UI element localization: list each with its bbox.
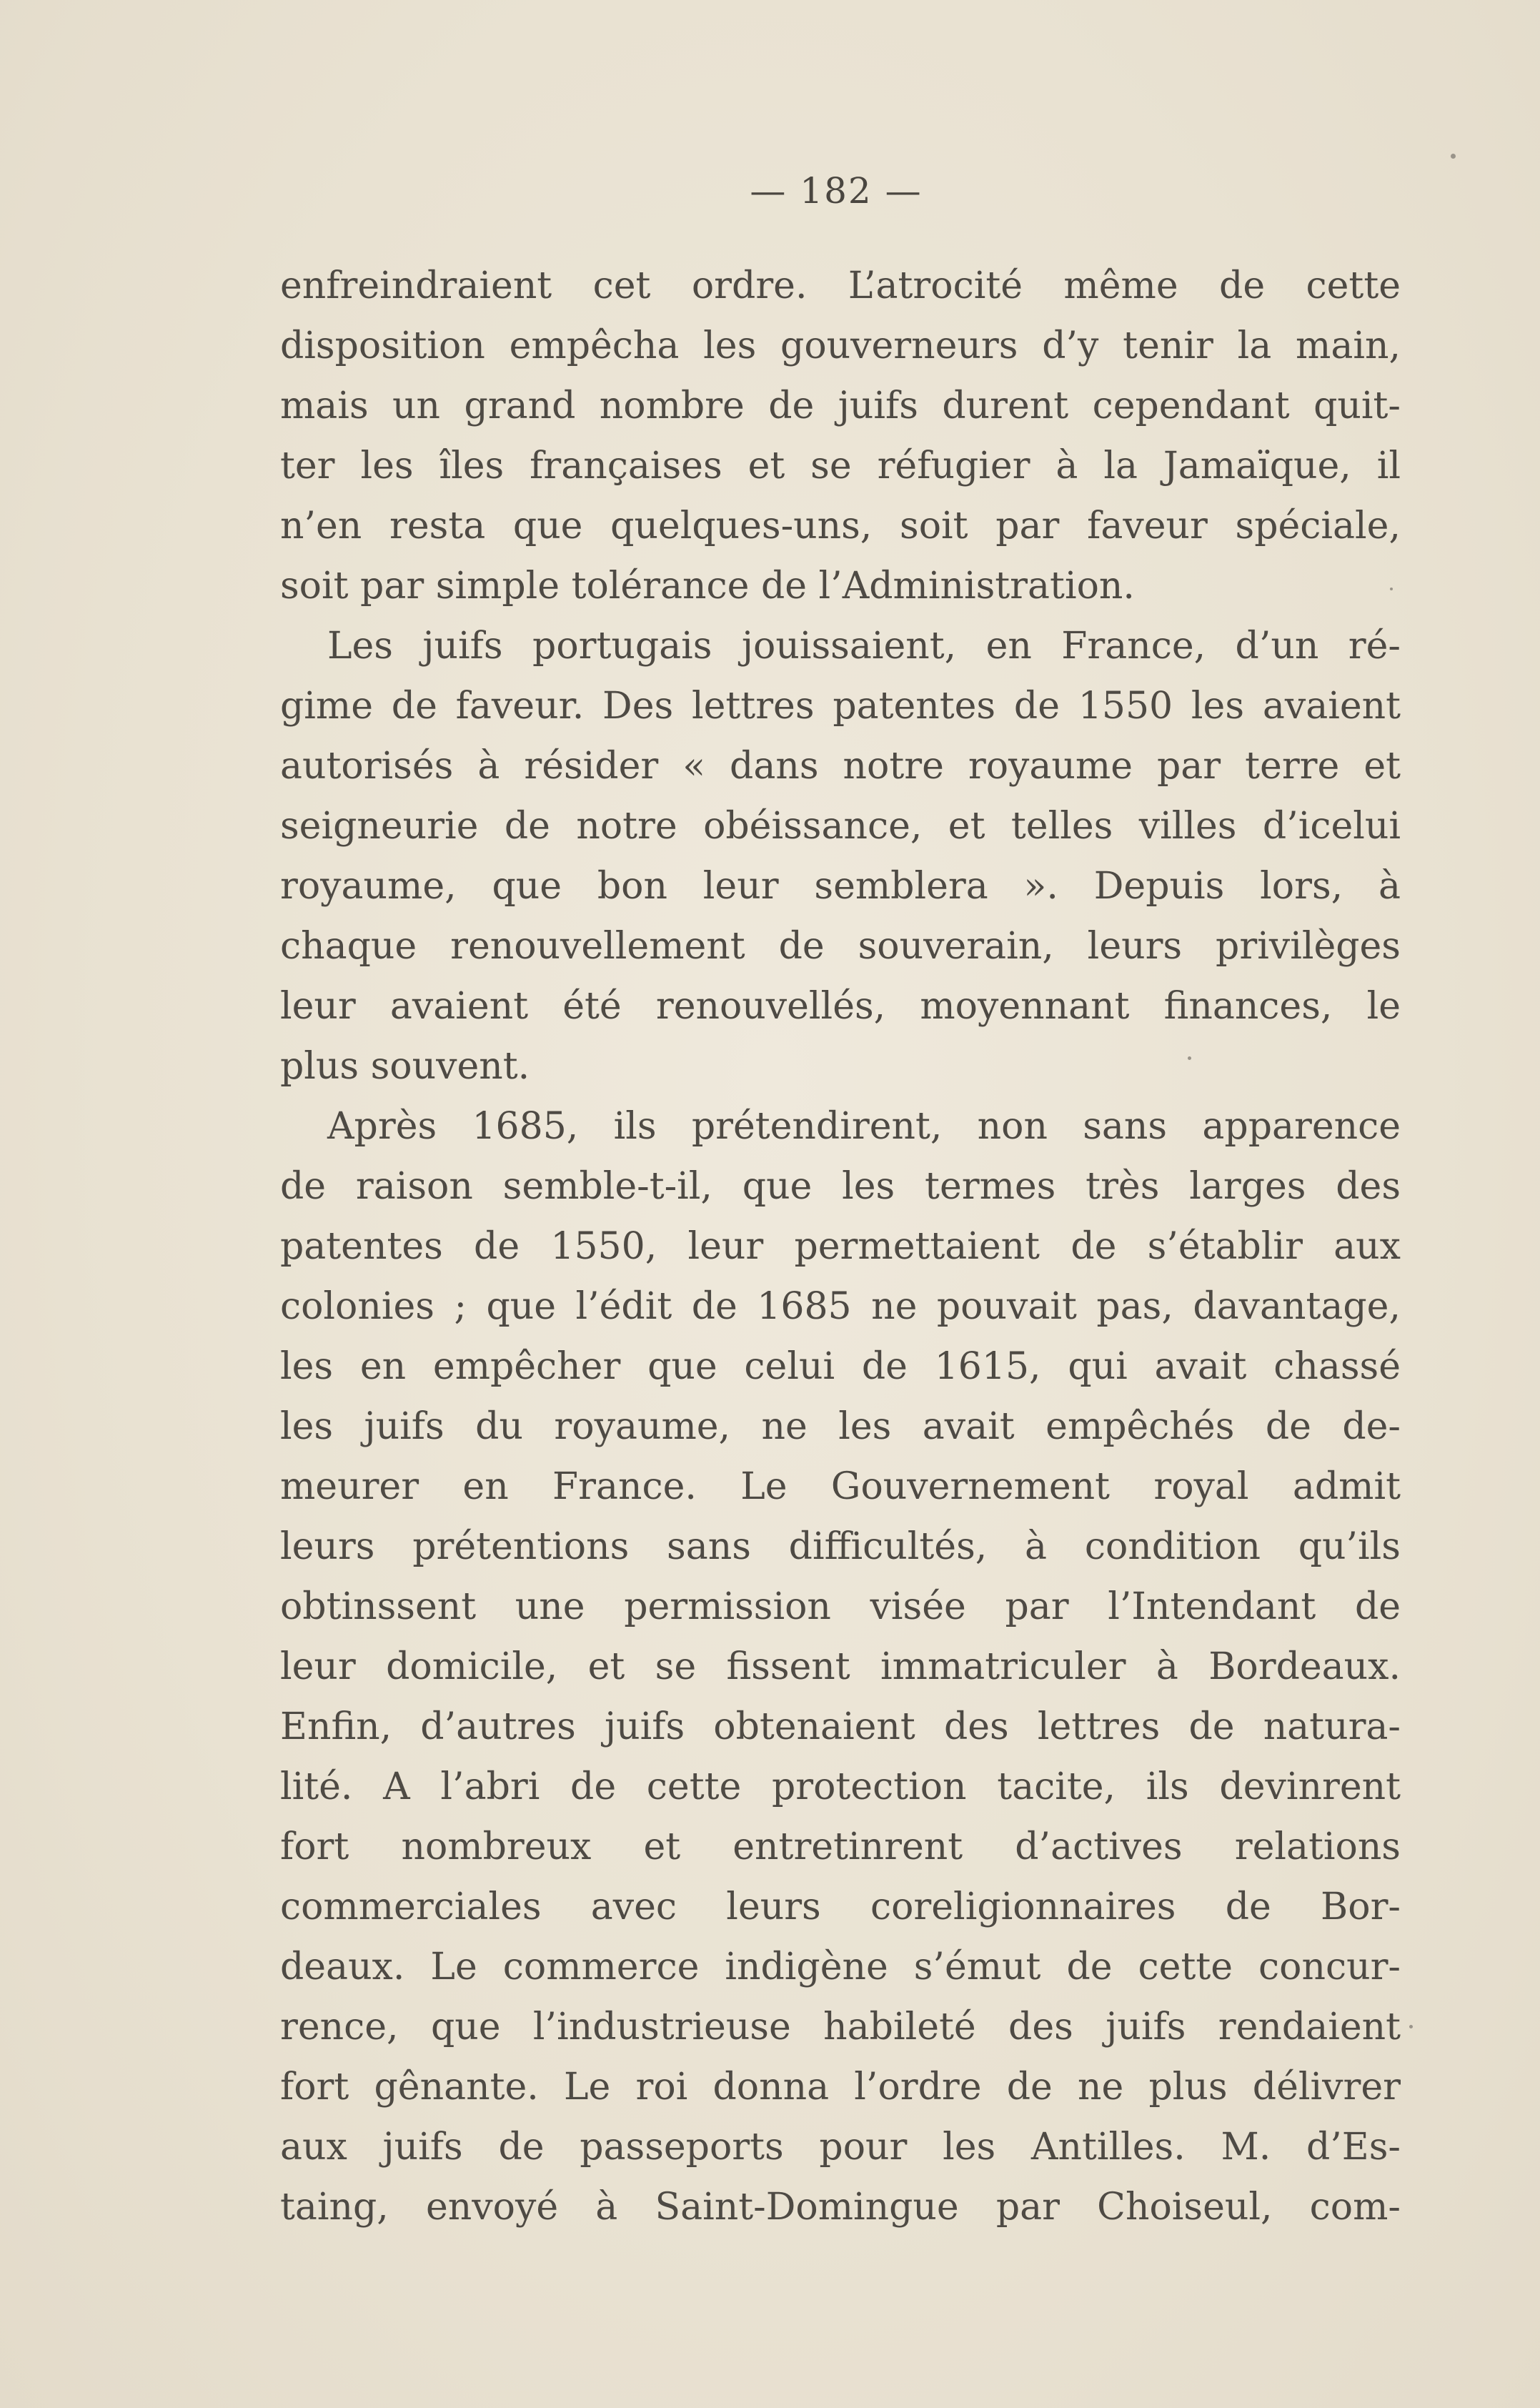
text-line: gime de faveur. Des lettres patentes de 1550 les avaient bbox=[280, 685, 1401, 728]
text-line: leurs prétentions sans difficultés, à condition qu’ils bbox=[280, 1525, 1401, 1568]
text-line: deaux. Le commerce indigène s’émut de cette concur- bbox=[280, 1946, 1401, 1988]
text-line: colonies ; que l’édit de 1685 ne pouvait pas, davantage, bbox=[280, 1285, 1401, 1328]
text-line: soit par simple tolérance de l’Administration. bbox=[280, 565, 1135, 608]
text-line: enfreindraient cet ordre. L’atrocité même de cette bbox=[280, 264, 1401, 307]
text-line: meurer en France. Le Gouvernement royal admit bbox=[280, 1465, 1401, 1508]
text-line: obtinssent une permission visée par l’Intendant de bbox=[280, 1585, 1401, 1628]
text-line: Enfin, d’autres juifs obtenaient des lettres de natura- bbox=[280, 1705, 1401, 1748]
text-line: les juifs du royaume, ne les avait empêchés de de- bbox=[280, 1405, 1401, 1448]
paper-speck bbox=[1409, 2025, 1413, 2028]
text-line: commerciales avec leurs coreligionnaires de Bor- bbox=[280, 1886, 1401, 1928]
text-line: royaume, que bon leur semblera ». Depuis lors, à bbox=[280, 865, 1401, 908]
text-line: fort nombreux et entretinrent d’actives relations bbox=[280, 1825, 1401, 1868]
text-line: les en empêcher que celui de 1615, qui avait chassé bbox=[280, 1345, 1401, 1388]
text-line: autorisés à résider « dans notre royaume par terre et bbox=[280, 745, 1401, 788]
text-line: chaque renouvellement de souverain, leurs privilèges bbox=[280, 925, 1401, 968]
text-line: leur domicile, et se fissent immatriculer à Bordeaux. bbox=[280, 1645, 1401, 1688]
text-line: fort gênante. Le roi donna l’ordre de ne plus délivrer bbox=[280, 2066, 1401, 2109]
text-line: taing, envoyé à Saint-Domingue par Choiseul, com- bbox=[280, 2186, 1401, 2229]
text-line: Après 1685, ils prétendirent, non sans apparence bbox=[327, 1105, 1401, 1148]
text-line: lité. A l’abri de cette protection tacite, ils devinrent bbox=[280, 1765, 1401, 1808]
text-line: leur avaient été renouvellés, moyennant finances, le bbox=[280, 985, 1401, 1028]
page-number: — 182 — bbox=[750, 170, 923, 212]
text-line: disposition empêcha les gouverneurs d’y tenir la main, bbox=[280, 324, 1401, 367]
text-line: mais un grand nombre de juifs durent cependant quit- bbox=[280, 385, 1401, 427]
text-line: n’en resta que quelques-uns, soit par faveur spéciale, bbox=[280, 505, 1401, 548]
text-line: aux juifs de passeports pour les Antilles. M. d’Es- bbox=[280, 2126, 1401, 2169]
text-line: ter les îles françaises et se réfugier à la Jamaïque, il bbox=[280, 445, 1401, 487]
text-line: patentes de 1550, leur permettaient de s’établir aux bbox=[280, 1225, 1401, 1268]
paper-speck bbox=[1451, 154, 1456, 159]
text-line: plus souvent. bbox=[280, 1045, 530, 1088]
text-line: de raison semble-t-il, que les termes très larges des bbox=[280, 1165, 1401, 1208]
body-text bbox=[280, 256, 1401, 2237]
text-line: seigneurie de notre obéissance, et telles villes d’icelui bbox=[280, 805, 1401, 848]
text-line: Les juifs portugais jouissaient, en France, d’un ré- bbox=[327, 625, 1401, 668]
text-line: rence, que l’industrieuse habileté des juifs rendaient bbox=[280, 2006, 1401, 2048]
